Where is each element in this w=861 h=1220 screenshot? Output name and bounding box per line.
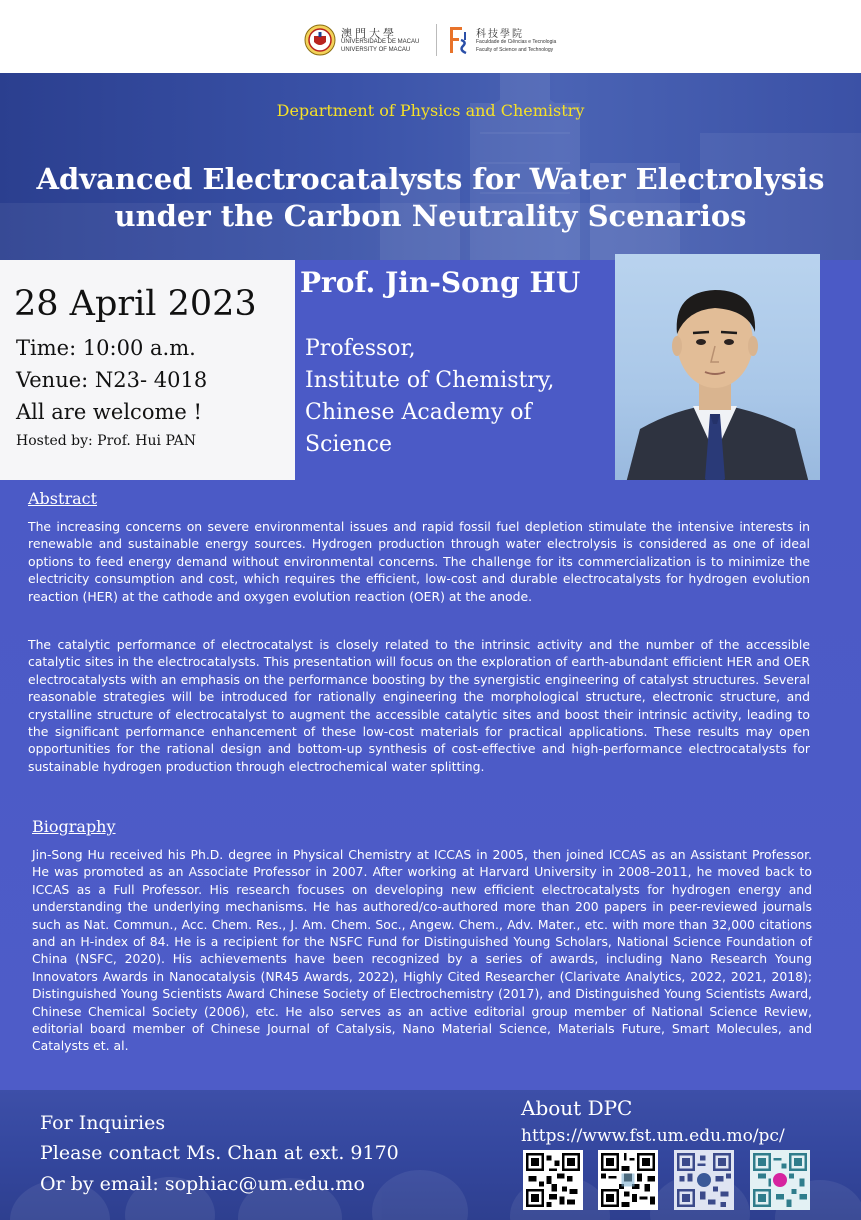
fst-name-pt: Faculdade de Ciências e Tecnologia [476, 39, 557, 45]
about-dpc-url[interactable]: https://www.fst.um.edu.mo/pc/ [521, 1126, 785, 1146]
event-date: 28 April 2023 [14, 284, 257, 324]
footer [0, 1090, 861, 1220]
affiliation-line-4: Science [305, 432, 392, 457]
inquiries-email[interactable]: Or by email: sophiac@um.edu.mo [40, 1173, 365, 1195]
biography-paragraph: Jin-Song Hu received his Ph.D. degree in Physical Chemistry at ICCAS in 2005, then joined ICCAS as an Assistant Professor. He was promoted as an Associate Professor in 2007. After working at Harvard University in 2008–2011, he moved back to ICCAS as a Full Professor. His research focuses on developing new efficient electrocatalysts for hydrogen energy and understanding the underlying mechanisms. He has authored/co-authored more than 200 papers in peer-reviewed journals such as Nat. Commun., Acc. Chem. Res., J. Am. Chem. Soc., Angew. Chem., Adv. Mater., etc. with more than 32,000 citations and an H-index of 84. He is a recipient for the NSFC Fund for Distinguished Young Scholars, National Science Foundation of China (NSFC, 2020). His achievements have been recognized by a series of awards, including Nano Research Young Innovators Awards in Nanocatalysis (NR45 Awards, 2022), Highly Cited Researcher (Clarivate Analytics, 2022, 2021, 2018); Distinguished Young Scientists Award Chinese Society of Electrochemistry (2017), and Distinguished Young Scientists Award, Chinese Chemical Society (2006), etc. He also serves as an active editorial group member of National Science Review, editorial board member of Chinese Journal of Catalysis, Nano Material Science, Materials Future, Smart Molecules, and Catalysts et. al. [32, 847, 812, 1054]
about-dpc-title: About DPC [521, 1096, 633, 1120]
talk-title-line-1: Advanced Electrocatalysts for Water Electrolysis [36, 162, 825, 196]
um-name-pt: UNIVERSIDADE DE MACAU [341, 39, 420, 45]
inquiries-title: For Inquiries [40, 1112, 166, 1134]
talk-title-line-2: under the Carbon Neutrality Scenarios [114, 199, 747, 233]
um-seal-icon [304, 24, 336, 56]
inquiries-contact: Please contact Ms. Chan at ext. 9170 [40, 1142, 399, 1164]
department-name: Department of Physics and Chemistry [276, 101, 585, 120]
content-panel [0, 480, 861, 1090]
fst-name-en: Faculty of Science and Technology [476, 47, 554, 53]
biography-heading: Biography [32, 817, 116, 836]
fst-name-cn: 科技學院 [476, 29, 524, 40]
abstract-heading: Abstract [28, 489, 98, 508]
qr-wechat-icon [601, 1153, 655, 1207]
um-name-en: UNIVERSITY OF MACAU [341, 47, 411, 53]
logo-header [0, 0, 861, 73]
fst-logo-icon [448, 24, 470, 56]
logo-divider [436, 24, 437, 56]
abstract-paragraph-2: The catalytic performance of electrocatalyst is closely related to the intrinsic activity and the number of the accessible catalytic sites in the electrocatalysts. This presentation will focus on the exploration of earth-abundant efficient HER and OER electrocatalysts with an emphasis on the performance boosting by the synergistic engineering of catalyst structures. Several reasonable strategies will be introduced for rationally engineering the morphological structure, electronic structure, and crystalline structure of electrocatalyst to augment the accessible catalytic sites and boost their intrinsic activity, leading to the significant performance enhancement of these low-cost materials for practical applications. These results may open opportunities for the rational design and bottom-up synthesis of cost-effective and high-performance electrocatalysts for sustainable hydrogen production through electrochemical water splitting. [28, 637, 810, 774]
qr-code-website[interactable] [523, 1150, 583, 1210]
university-logo [304, 22, 434, 58]
speaker-portrait-icon [615, 254, 820, 487]
event-details [0, 260, 295, 480]
qr-code-facebook[interactable] [674, 1150, 734, 1210]
event-host: Hosted by: Prof. Hui PAN [16, 433, 196, 449]
qr-code-instagram[interactable] [750, 1150, 810, 1210]
hero-banner [0, 73, 861, 260]
facebook-icon [697, 1173, 711, 1187]
event-venue: Venue: N23- 4018 [16, 368, 208, 392]
instagram-icon [773, 1173, 787, 1187]
event-welcome: All are welcome ! [16, 400, 202, 424]
qr-website-icon [526, 1153, 580, 1207]
speaker-photo [615, 254, 820, 487]
affiliation-line-3: Chinese Academy of [305, 400, 532, 425]
faculty-logo [448, 22, 568, 58]
um-name-cn: 澳門大學 [341, 27, 397, 40]
affiliation-line-2: Institute of Chemistry, [305, 368, 555, 393]
speaker-affiliation [305, 333, 605, 461]
event-time: Time: 10:00 a.m. [16, 336, 196, 360]
talk-title [0, 161, 861, 235]
affiliation-line-1: Professor, [305, 336, 416, 361]
speaker-name: Prof. Jin-Song HU [300, 266, 581, 299]
speaker-panel [295, 260, 861, 480]
abstract-paragraph-1: The increasing concerns on severe environmental issues and rapid fossil fuel depletion stimulate the intensive interests in renewable and sustainable energy sources. Hydrogen production through water electrolysis is considered as one of ideal options to feed energy demand without environmental concerns. The challenge for its commercialization is to minimize the electricity consumption and cost, which requires the efficient, low-cost and durable electrocatalysts for hydrogen evolution reaction (HER) at the cathode and oxygen evolution reaction (OER) at the anode. [28, 519, 810, 604]
qr-code-wechat[interactable] [598, 1150, 658, 1210]
